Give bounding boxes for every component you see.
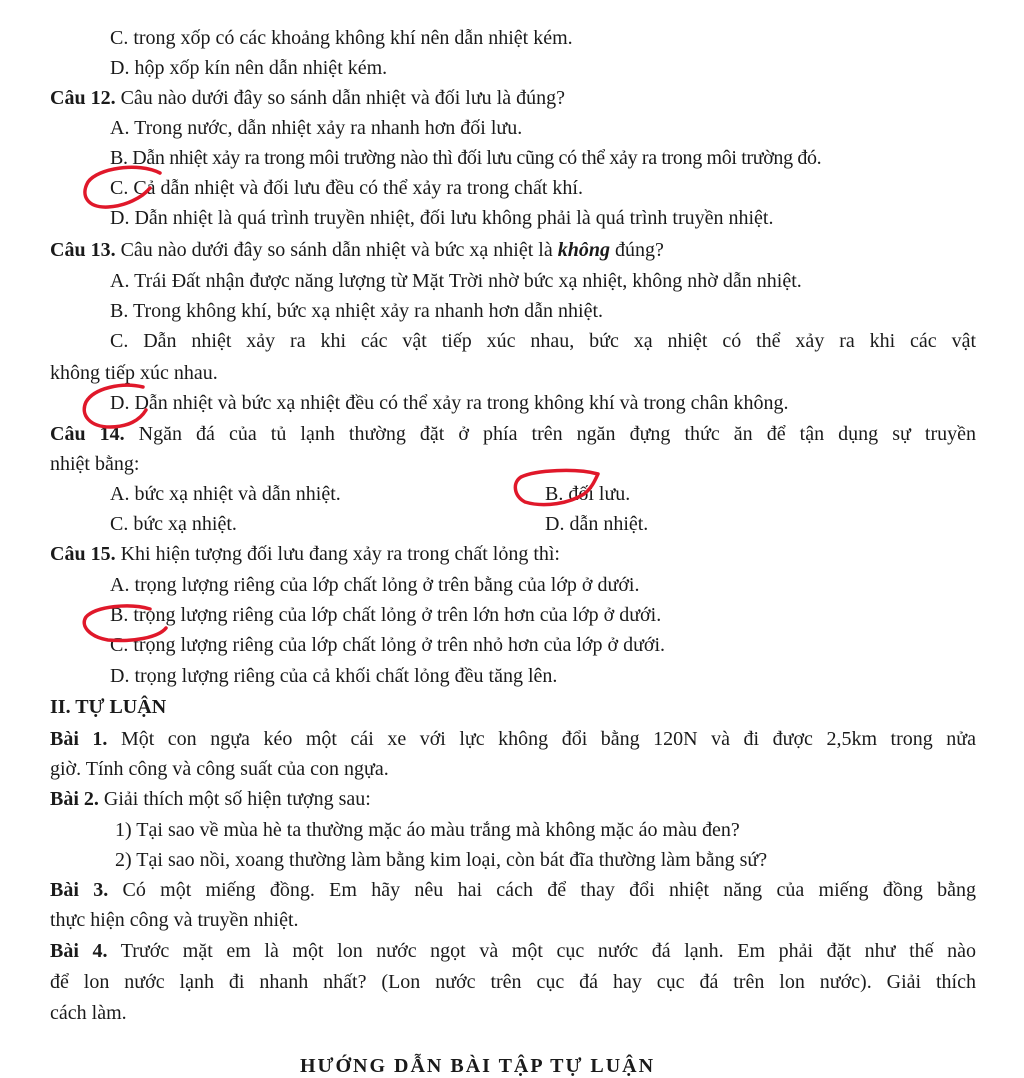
q13-stem [50,238,664,262]
bai4-label: Bài 4. [50,940,108,962]
section-heading: II. TỰ LUẬN [50,696,167,718]
bai1-label: Bài 1. [50,728,108,750]
q15-stem [50,542,560,566]
q14-stem-line2: nhiệt bằng: [50,453,140,475]
q14-label: Câu 14. [50,423,125,445]
q14-option-d: D. dẫn nhiệt. [545,513,649,535]
q15-option-c: C. trọng lượng riêng của lớp chất lỏng ở trên nhỏ hơn của lớp ở dưới. [110,634,666,656]
bai3-line1 [50,878,976,902]
q12-option-a: A. Trong nước, dẫn nhiệt xảy ra nhanh hơn đối lưu. [110,117,523,139]
q15-label: Câu 15. [50,543,116,565]
q14-option-c: C. bức xạ nhiệt. [110,513,237,535]
bai2-item-1: 1) Tại sao về mùa hè ta thường mặc áo màu trắng mà không mặc áo màu đen? [115,819,740,841]
bai3-line2: thực hiện công và truyền nhiệt. [50,909,299,931]
bai4-line1 [50,939,976,963]
q15-option-b: B. trọng lượng riêng của lớp chất lỏng ở trên lớn hơn của lớp ở dưới. [110,604,662,626]
q11-option-c: C. trong xốp có các khoảng không khí nên dẫn nhiệt kém. [110,27,573,49]
bai4-text-1: Trước mặt em là một lon nước ngọt và một cục nước đá lạnh. Em phải đặt như thế nào [107,940,976,962]
bai2-stem [50,787,371,811]
q12-stem [50,86,565,110]
bai3-label: Bài 3. [50,879,109,901]
bai2-item-2: 2) Tại sao nồi, xoang thường làm bằng kim loại, còn bát đĩa thường làm bằng sứ? [115,849,768,871]
q11-option-d: D. hộp xốp kín nên dẫn nhiệt kém. [110,57,388,79]
q14-text-1: Ngăn đá của tủ lạnh thường đặt ở phía trên ngăn đựng thức ăn để tận dụng sự truyền [124,423,976,445]
footer-heading: HƯỚNG DẪN BÀI TẬP TỰ LUẬN [300,1055,656,1077]
q13-option-b: B. Trong không khí, bức xạ nhiệt xảy ra nhanh hơn dẫn nhiệt. [110,300,604,322]
bai3-text-1: Có một miếng đồng. Em hãy nêu hai cách để thay đổi nhiệt năng của miếng đồng bằng [108,879,976,901]
bai2-label: Bài 2. [50,788,99,810]
q12-text: Câu nào dưới đây so sánh dẫn nhiệt và đối lưu là đúng? [115,87,565,109]
q13-emphasis: không [557,239,610,261]
q14-option-b: B. đối lưu. [545,483,631,505]
bai1-line1 [50,727,976,751]
q13-option-a: A. Trái Đất nhận được năng lượng từ Mặt Trời nhờ bức xạ nhiệt, không nhờ dẫn nhiệt. [110,270,802,292]
bai4-line2: để lon nước lạnh đi nhanh nhất? (Lon nước trên cục đá hay cục đá trên lon nước). Giải thích [50,971,976,993]
q15-text: Khi hiện tượng đối lưu đang xảy ra trong chất lỏng thì: [115,543,560,565]
q13-label: Câu 13. [50,239,116,261]
q13-option-c-line2: không tiếp xúc nhau. [50,362,218,384]
bai1-line2: giờ. Tính công và công suất của con ngựa. [50,758,389,780]
q14-option-a: A. bức xạ nhiệt và dẫn nhiệt. [110,483,341,505]
q15-option-a: A. trọng lượng riêng của lớp chất lỏng ở trên bằng của lớp ở dưới. [110,574,640,596]
q15-option-d: D. trọng lượng riêng của cả khối chất lỏng đều tăng lên. [110,665,558,687]
q13-option-c-line1: C. Dẫn nhiệt xảy ra khi các vật tiếp xúc nhau, bức xạ nhiệt có thể xảy ra khi các vật [110,330,976,352]
q14-stem-line1 [50,422,976,446]
q12-option-c: C. Cả dẫn nhiệt và đối lưu đều có thể xảy ra trong chất khí. [110,177,583,199]
q12-option-d: D. Dẫn nhiệt là quá trình truyền nhiệt, đối lưu không phải là quá trình truyền nhiệt. [110,207,774,229]
q12-option-b: B. Dẫn nhiệt xảy ra trong môi trường nào thì đối lưu cũng có thể xảy ra trong môi trường đó. [110,147,822,169]
bai2-text: Giải thích một số hiện tượng sau: [98,788,371,810]
q12-label: Câu 12. [50,87,116,109]
bai4-line3: cách làm. [50,1002,127,1024]
q13-text-before: Câu nào dưới đây so sánh dẫn nhiệt và bức xạ nhiệt là [115,239,558,261]
bai1-text-1: Một con ngựa kéo một cái xe với lực không đổi bằng 120N và đi được 2,5km trong nửa [107,728,976,750]
q13-option-d: D. Dẫn nhiệt và bức xạ nhiệt đều có thể xảy ra trong không khí và trong chân không. [110,392,789,414]
q13-text-after: đúng? [609,239,664,261]
